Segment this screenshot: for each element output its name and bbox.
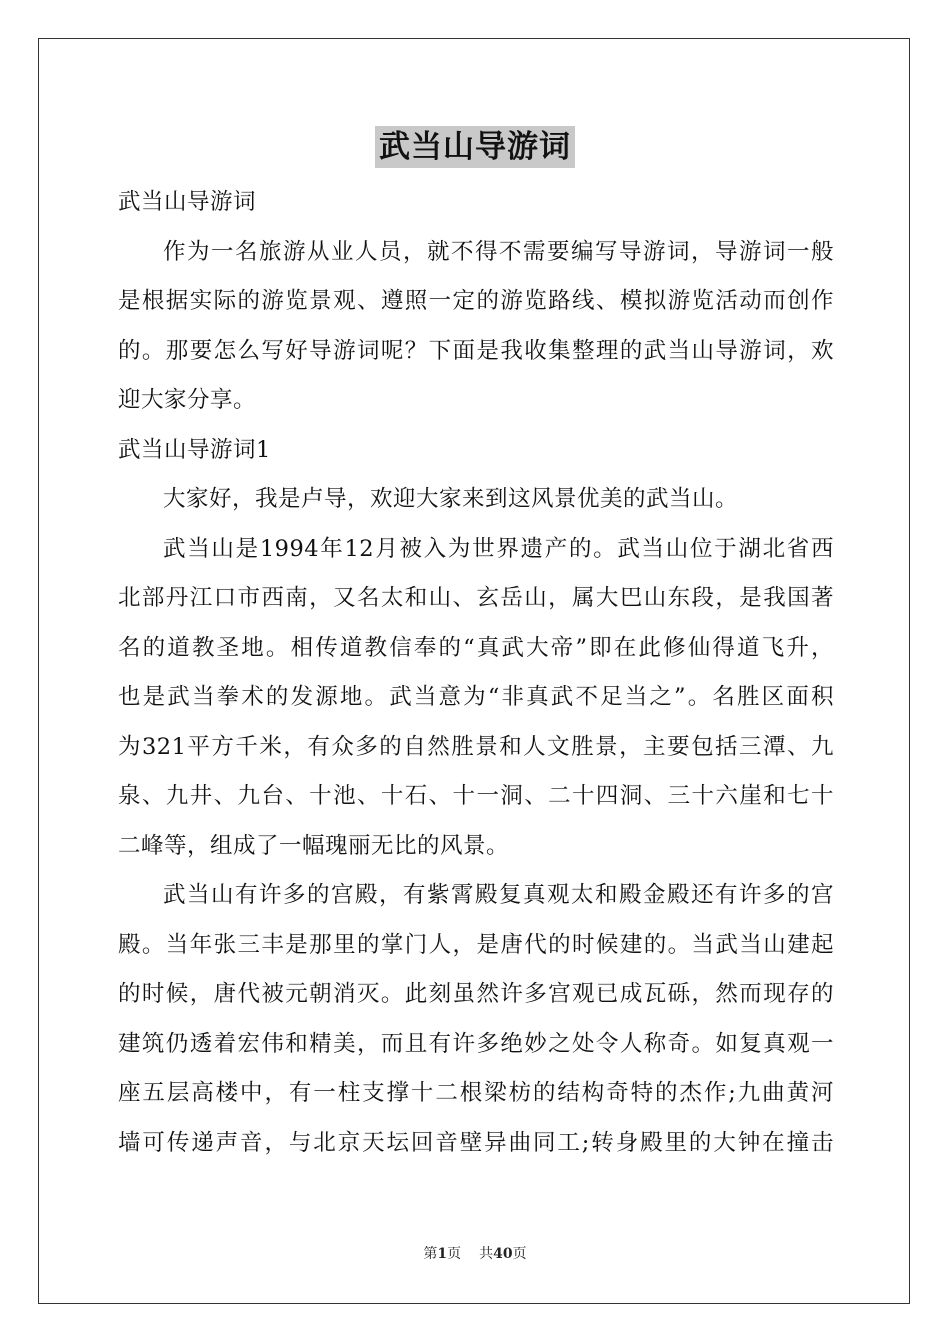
text-line: 建筑仍透着宏伟和精美，而且有许多绝妙之处令人称奇。如复真观一	[118, 1030, 834, 1057]
page-prefix: 第	[423, 1246, 438, 1262]
text-line: 武当山导游词1	[118, 436, 271, 463]
text-line: 座五层高楼中，有一柱支撑十二根梁枋的结构奇特的杰作;九曲黄河	[118, 1080, 834, 1106]
text-line: 名的道教圣地。相传道教信奉的“真武大帝”即在此修仙得道飞升，	[118, 634, 834, 661]
text-line: 武当山是1994年12月被入为世界遗产的。武当山位于湖北省西	[163, 535, 834, 562]
text-line: 泉、九井、九台、十池、十石、十一洞、二十四洞、三十六崖和七十	[118, 783, 834, 809]
total-pages: 40	[493, 1246, 513, 1262]
total-prefix: 共	[479, 1246, 494, 1262]
text-line: 的。那要怎么写好导游词呢？下面是我收集整理的武当山导游词，欢	[118, 337, 834, 364]
text-line: 也是武当拳术的发源地。武当意为“非真武不足当之”。名胜区面积	[118, 684, 834, 710]
text-line: 墙可传递声音，与北京天坛回音壁异曲同工;转身殿里的大钟在撞击	[118, 1129, 834, 1156]
text-line: 北部丹江口市西南，又名太和山、玄岳山，属大巴山东段，是我国著	[118, 585, 834, 611]
text-line: 大家好，我是卢导，欢迎大家来到这风景优美的武当山。	[163, 486, 739, 512]
text-line: 二峰等，组成了一幅瑰丽无比的风景。	[118, 832, 510, 859]
text-line: 武当山有许多的宫殿，有紫霄殿复真观太和殿金殿还有许多的宫	[163, 882, 834, 908]
title-container	[0, 126, 950, 168]
text-line: 作为一名旅游从业人员，就不得不需要编写导游词，导游词一般	[163, 238, 834, 265]
text-line: 武当山导游词	[118, 189, 257, 215]
text-line: 迎大家分享。	[118, 387, 257, 413]
text-line: 殿。当年张三丰是那里的掌门人，是唐代的时候建的。当武当山建起	[118, 931, 834, 958]
document-title: 武当山导游词	[375, 126, 575, 168]
total-suffix: 页	[512, 1246, 527, 1262]
page-number: 1	[437, 1246, 448, 1262]
text-line: 的时候，唐代被元朝消灭。此刻虽然许多宫观已成瓦砾，然而现存的	[118, 981, 834, 1007]
page-suffix: 页	[447, 1246, 462, 1262]
document-body	[118, 178, 834, 1168]
text-line: 是根据实际的游览景观、遵照一定的游览路线、模拟游览活动而创作	[118, 288, 834, 314]
page-footer	[0, 1244, 950, 1264]
text-line: 为321平方千米，有众多的自然胜景和人文胜景，主要包括三潭、九	[118, 733, 834, 760]
